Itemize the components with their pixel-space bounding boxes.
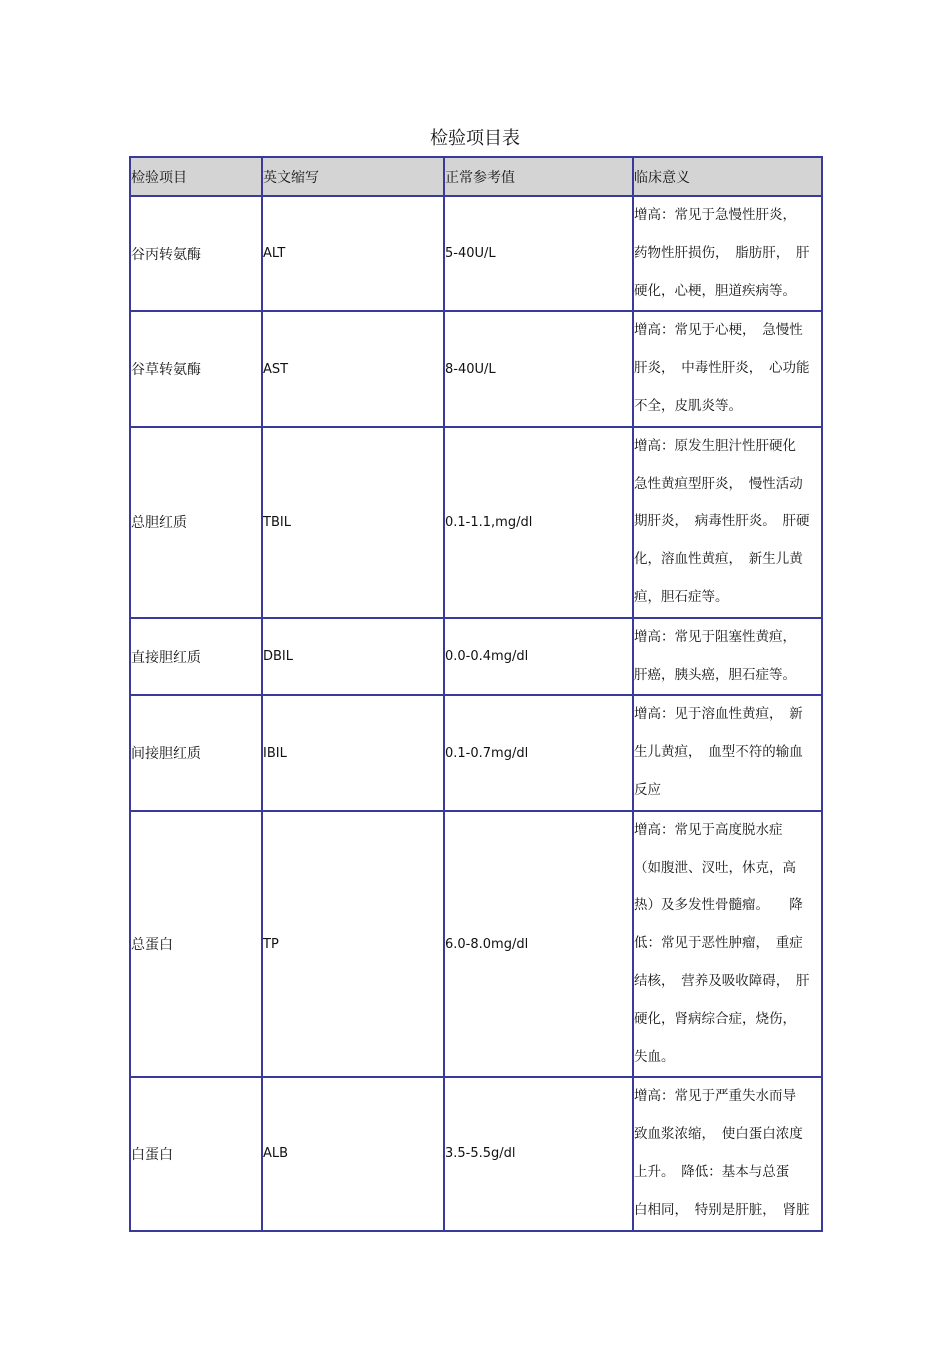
clinical-meaning-line: 致血浆浓缩， 使白蛋白浓度 bbox=[634, 1126, 803, 1143]
clinical-meaning-line: 肝炎， 中毒性肝炎， 心功能 bbox=[634, 360, 810, 377]
abbreviation-cell: TBIL bbox=[262, 427, 444, 618]
clinical-meaning-line: 增高：常见于高度脱水症 bbox=[634, 821, 783, 838]
clinical-meaning-line: （如腹泄、汊吐，休克，高 bbox=[634, 859, 796, 876]
clinical-meaning-line: 生儿黄疸， 血型不符的输血 bbox=[634, 744, 803, 761]
clinical-meaning-line: 增高：原发生胆汁性肝硬化 bbox=[634, 437, 796, 454]
clinical-meaning-line: 药物性肝损伤， 脂肪肝， 肝 bbox=[634, 244, 810, 261]
test-name-cell: 直接胆红质 bbox=[130, 618, 262, 696]
clinical-meaning-cell bbox=[633, 618, 822, 696]
table-body bbox=[130, 196, 822, 1231]
abbreviation-cell: ALB bbox=[262, 1077, 444, 1230]
test-name-cell: 谷草转氨酶 bbox=[130, 311, 262, 426]
reference-value-cell: 0.1-0.7mg/dl bbox=[444, 695, 633, 810]
test-name-cell: 谷丙转氨酶 bbox=[130, 196, 262, 311]
table-row bbox=[130, 695, 822, 810]
clinical-meaning-line: 增高：常见于阻塞性黄疸， bbox=[634, 628, 796, 645]
abbreviation-cell: ALT bbox=[262, 196, 444, 311]
abbreviation-cell: IBIL bbox=[262, 695, 444, 810]
test-name-cell: 总蛋白 bbox=[130, 811, 262, 1078]
clinical-meaning-line: 化，溶血性黄疸， 新生儿黄 bbox=[634, 551, 803, 568]
clinical-meaning-cell bbox=[633, 427, 822, 618]
abbreviation-cell: TP bbox=[262, 811, 444, 1078]
reference-value-cell: 8-40U/L bbox=[444, 311, 633, 426]
clinical-meaning-line: 硬化，肾病综合症，烧伤， bbox=[634, 1010, 796, 1027]
table-row bbox=[130, 811, 822, 1078]
reference-value-cell: 3.5-5.5g/dl bbox=[444, 1077, 633, 1230]
clinical-meaning-cell bbox=[633, 695, 822, 810]
clinical-meaning-line: 上升。 降低：基本与总蛋 bbox=[634, 1163, 790, 1180]
clinical-meaning-line: 肝癌，胰头癌，胆石症等。 bbox=[634, 666, 796, 683]
table-row bbox=[130, 311, 822, 426]
clinical-meaning-line: 白相同， 特别是肝脏， 肾脏 bbox=[634, 1201, 810, 1218]
test-name-cell: 白蛋白 bbox=[130, 1077, 262, 1230]
reference-value-cell: 0.1-1.1,mg/dl bbox=[444, 427, 633, 618]
clinical-meaning-cell bbox=[633, 196, 822, 311]
clinical-meaning-cell bbox=[633, 811, 822, 1078]
clinical-meaning-cell bbox=[633, 1077, 822, 1230]
abbreviation-cell: DBIL bbox=[262, 618, 444, 696]
clinical-meaning-line: 急性黄疸型肝炎， 慢性活动 bbox=[634, 475, 803, 492]
reference-value-cell: 5-40U/L bbox=[444, 196, 633, 311]
header-clinical-meaning: 临床意义 bbox=[633, 157, 822, 196]
table-row bbox=[130, 1077, 822, 1230]
lab-test-table bbox=[129, 156, 823, 1232]
table-header-row bbox=[130, 157, 822, 196]
table-row bbox=[130, 196, 822, 311]
test-name-cell: 总胆红质 bbox=[130, 427, 262, 618]
clinical-meaning-line: 失血。 bbox=[634, 1048, 675, 1065]
abbreviation-cell: AST bbox=[262, 311, 444, 426]
test-name-cell: 间接胆红质 bbox=[130, 695, 262, 810]
clinical-meaning-line: 疸，胆石症等。 bbox=[634, 588, 729, 605]
header-reference-value: 正常参考值 bbox=[444, 157, 633, 196]
clinical-meaning-line: 硬化，心梗，胆道疾病等。 bbox=[634, 282, 796, 299]
table-row bbox=[130, 618, 822, 696]
clinical-meaning-line: 热）及多发性骨髓瘤。 降 bbox=[634, 897, 803, 914]
clinical-meaning-line: 期肝炎， 病毒性肝炎。 肝硬 bbox=[634, 513, 810, 530]
clinical-meaning-cell bbox=[633, 311, 822, 426]
clinical-meaning-line: 低：常见于恶性肿瘤， 重症 bbox=[634, 935, 803, 952]
clinical-meaning-line: 增高：常见于急慢性肝炎， bbox=[634, 207, 796, 223]
clinical-meaning-line: 不全，皮肌炎等。 bbox=[634, 397, 742, 414]
reference-value-cell: 6.0-8.0mg/dl bbox=[444, 811, 633, 1078]
header-abbreviation: 英文缩写 bbox=[262, 157, 444, 196]
header-test-item: 检验项目 bbox=[130, 157, 262, 196]
clinical-meaning-line: 增高：常见于严重失水而导 bbox=[634, 1088, 796, 1105]
clinical-meaning-line: 增高：见于溶血性黄疸， 新 bbox=[634, 706, 803, 723]
reference-value-cell: 0.0-0.4mg/dl bbox=[444, 618, 633, 696]
clinical-meaning-line: 反应 bbox=[634, 781, 661, 798]
page-title: 检验项目表 bbox=[430, 128, 520, 149]
table-row bbox=[130, 427, 822, 618]
clinical-meaning-line: 增高：常见于心梗， 急慢性 bbox=[634, 322, 803, 339]
clinical-meaning-line: 结核， 营养及吸收障碍， 肝 bbox=[634, 972, 810, 989]
